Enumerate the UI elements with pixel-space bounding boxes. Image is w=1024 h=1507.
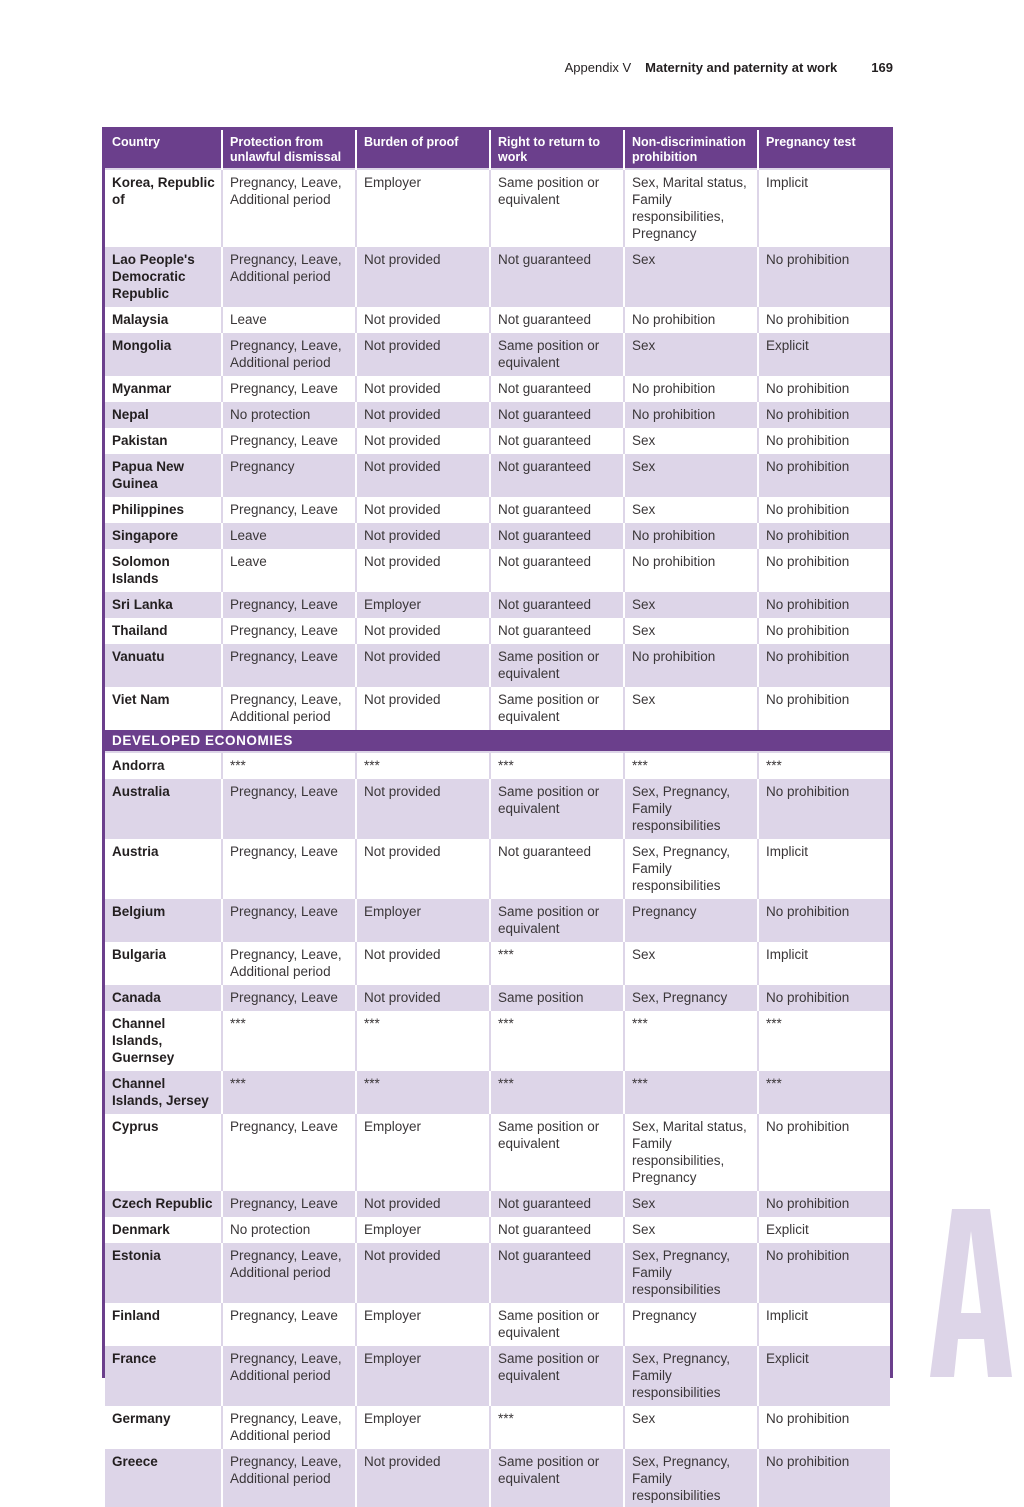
table-cell: *** bbox=[490, 1405, 624, 1448]
table-cell: Not guaranteed bbox=[490, 401, 624, 427]
table-cell: Pregnancy, Leave bbox=[222, 643, 356, 686]
table-cell: *** bbox=[490, 941, 624, 984]
table-cell: Sex bbox=[624, 246, 758, 306]
table-row bbox=[105, 752, 890, 778]
column-header: Right to return to work bbox=[490, 130, 624, 169]
country-cell: Australia bbox=[105, 778, 222, 838]
table-cell: Sex, Pregnancy, Family responsibilities bbox=[624, 1345, 758, 1405]
table-cell: Sex bbox=[624, 453, 758, 496]
table-cell: Employer bbox=[356, 1216, 490, 1242]
appendix-label: Appendix V bbox=[564, 60, 632, 75]
section-developed bbox=[105, 729, 890, 752]
table-row bbox=[105, 591, 890, 617]
table-cell: Same position or equivalent bbox=[490, 643, 624, 686]
table-cell: *** bbox=[624, 1070, 758, 1113]
table-cell: Not provided bbox=[356, 617, 490, 643]
table-cell: Not provided bbox=[356, 548, 490, 591]
country-cell: Lao People's Democratic Republic bbox=[105, 246, 222, 306]
country-cell: Czech Republic bbox=[105, 1190, 222, 1216]
table-cell: Not provided bbox=[356, 1448, 490, 1507]
table-cell: Not provided bbox=[356, 401, 490, 427]
table-cell: No prohibition bbox=[758, 1405, 890, 1448]
table-cell: Sex bbox=[624, 496, 758, 522]
table-cell: Same position bbox=[490, 984, 624, 1010]
country-cell: Finland bbox=[105, 1302, 222, 1345]
country-cell: Myanmar bbox=[105, 375, 222, 401]
table-row bbox=[105, 332, 890, 375]
table-row bbox=[105, 427, 890, 453]
table-cell: Not guaranteed bbox=[490, 496, 624, 522]
table-row bbox=[105, 1070, 890, 1113]
country-cell: France bbox=[105, 1345, 222, 1405]
table-cell: Sex bbox=[624, 591, 758, 617]
table-cell: Pregnancy, Leave bbox=[222, 984, 356, 1010]
table-cell: Pregnancy, Leave, Additional period bbox=[222, 1405, 356, 1448]
table-row bbox=[105, 1405, 890, 1448]
table-cell: Pregnancy, Leave, Additional period bbox=[222, 1448, 356, 1507]
table-cell: Sex, Marital status, Family responsibilities, Pregnancy bbox=[624, 1113, 758, 1190]
table-cell: Pregnancy, Leave bbox=[222, 427, 356, 453]
table-cell: Same position or equivalent bbox=[490, 332, 624, 375]
table-cell: No prohibition bbox=[758, 1448, 890, 1507]
country-cell: Channel Islands, Guernsey bbox=[105, 1010, 222, 1070]
table-cell: Leave bbox=[222, 522, 356, 548]
table-cell: No prohibition bbox=[758, 1190, 890, 1216]
table-cell: Not guaranteed bbox=[490, 246, 624, 306]
section-header-row bbox=[105, 729, 890, 752]
table-cell: Not provided bbox=[356, 427, 490, 453]
table-cell: Employer bbox=[356, 1405, 490, 1448]
table-cell: Not guaranteed bbox=[490, 548, 624, 591]
table-cell: Not guaranteed bbox=[490, 838, 624, 898]
table-cell: Same position or equivalent bbox=[490, 1302, 624, 1345]
table-cell: Not provided bbox=[356, 246, 490, 306]
table-cell: Not guaranteed bbox=[490, 1190, 624, 1216]
country-cell: Cyprus bbox=[105, 1113, 222, 1190]
table-cell: Not provided bbox=[356, 496, 490, 522]
table-cell: Leave bbox=[222, 306, 356, 332]
table-cell: Sex bbox=[624, 617, 758, 643]
country-cell: Philippines bbox=[105, 496, 222, 522]
country-cell: Vanuatu bbox=[105, 643, 222, 686]
table-cell: No prohibition bbox=[758, 1242, 890, 1302]
table-cell: *** bbox=[624, 1010, 758, 1070]
country-cell: Denmark bbox=[105, 1216, 222, 1242]
table-cell: Not provided bbox=[356, 1190, 490, 1216]
table-cell: Leave bbox=[222, 548, 356, 591]
table-cell: No prohibition bbox=[758, 1113, 890, 1190]
table-cell: *** bbox=[758, 1070, 890, 1113]
table-row bbox=[105, 1448, 890, 1507]
table-cell: Same position or equivalent bbox=[490, 898, 624, 941]
table-cell: Employer bbox=[356, 898, 490, 941]
table-cell: Pregnancy, Leave bbox=[222, 617, 356, 643]
column-header: Pregnancy test bbox=[758, 130, 890, 169]
table-row bbox=[105, 617, 890, 643]
table-cell: No prohibition bbox=[758, 617, 890, 643]
table-cell: Pregnancy bbox=[624, 898, 758, 941]
country-cell: Germany bbox=[105, 1405, 222, 1448]
maternity-table-frame bbox=[102, 127, 893, 1503]
country-cell: Sri Lanka bbox=[105, 591, 222, 617]
column-header: Burden of proof bbox=[356, 130, 490, 169]
table-cell: Not guaranteed bbox=[490, 522, 624, 548]
table-row bbox=[105, 1010, 890, 1070]
table-cell: Not guaranteed bbox=[490, 375, 624, 401]
table-row bbox=[105, 548, 890, 591]
table-cell: Sex bbox=[624, 1216, 758, 1242]
country-cell: Korea, Republic of bbox=[105, 169, 222, 246]
column-header: Protection from unlawful dismissal bbox=[222, 130, 356, 169]
table-cell: No prohibition bbox=[624, 375, 758, 401]
country-cell: Estonia bbox=[105, 1242, 222, 1302]
table-cell: Not provided bbox=[356, 375, 490, 401]
table-cell: Pregnancy, Leave bbox=[222, 898, 356, 941]
table-cell: Same position or equivalent bbox=[490, 1448, 624, 1507]
section-label: DEVELOPED ECONOMIES bbox=[105, 729, 890, 752]
table-cell: Not provided bbox=[356, 838, 490, 898]
table-cell: Sex bbox=[624, 332, 758, 375]
table-cell: *** bbox=[624, 752, 758, 778]
country-cell: Pakistan bbox=[105, 427, 222, 453]
table-cell: Employer bbox=[356, 1113, 490, 1190]
table-body-top bbox=[105, 169, 890, 729]
table-cell: Pregnancy, Leave, Additional period bbox=[222, 332, 356, 375]
table-cell: Sex, Pregnancy, Family responsibilities bbox=[624, 778, 758, 838]
table-cell: Pregnancy, Leave bbox=[222, 496, 356, 522]
table-cell: No prohibition bbox=[758, 427, 890, 453]
country-cell: Singapore bbox=[105, 522, 222, 548]
table-cell: Not provided bbox=[356, 643, 490, 686]
table-cell: Sex, Pregnancy bbox=[624, 984, 758, 1010]
table-cell: Employer bbox=[356, 169, 490, 246]
table-row bbox=[105, 246, 890, 306]
country-cell: Nepal bbox=[105, 401, 222, 427]
table-cell: No prohibition bbox=[758, 591, 890, 617]
table-cell: Pregnancy bbox=[624, 1302, 758, 1345]
table-cell: No prohibition bbox=[758, 306, 890, 332]
table-cell: No prohibition bbox=[758, 496, 890, 522]
table-cell: Pregnancy, Leave, Additional period bbox=[222, 246, 356, 306]
table-cell: Pregnancy, Leave bbox=[222, 778, 356, 838]
table-cell: Pregnancy, Leave, Additional period bbox=[222, 686, 356, 729]
table-row bbox=[105, 1345, 890, 1405]
country-cell: Mongolia bbox=[105, 332, 222, 375]
country-cell: Austria bbox=[105, 838, 222, 898]
table-body-developed bbox=[105, 752, 890, 1507]
table-cell: *** bbox=[490, 1070, 624, 1113]
table-cell: Explicit bbox=[758, 1216, 890, 1242]
table-cell: Implicit bbox=[758, 941, 890, 984]
country-cell: Bulgaria bbox=[105, 941, 222, 984]
table-cell: No prohibition bbox=[758, 686, 890, 729]
table-cell: Not guaranteed bbox=[490, 453, 624, 496]
table-row bbox=[105, 1113, 890, 1190]
side-tab-letter-a bbox=[930, 1209, 1012, 1377]
table-cell: Employer bbox=[356, 1302, 490, 1345]
column-header: Country bbox=[105, 130, 222, 169]
column-header: Non-discrimination prohibition bbox=[624, 130, 758, 169]
table-cell: No prohibition bbox=[624, 548, 758, 591]
table-row bbox=[105, 306, 890, 332]
table-row bbox=[105, 686, 890, 729]
table-cell: Sex, Pregnancy, Family responsibilities bbox=[624, 838, 758, 898]
running-head bbox=[565, 60, 893, 75]
table-cell: No prohibition bbox=[624, 522, 758, 548]
table-cell: Not guaranteed bbox=[490, 306, 624, 332]
country-cell: Solomon Islands bbox=[105, 548, 222, 591]
table-row bbox=[105, 1190, 890, 1216]
table-cell: Sex, Pregnancy, Family responsibilities bbox=[624, 1242, 758, 1302]
table-cell: No prohibition bbox=[624, 643, 758, 686]
table-cell: Pregnancy, Leave bbox=[222, 838, 356, 898]
table-cell: Explicit bbox=[758, 332, 890, 375]
table-cell: Not provided bbox=[356, 941, 490, 984]
table-cell: Employer bbox=[356, 591, 490, 617]
table-cell: No prohibition bbox=[758, 453, 890, 496]
table-cell: Pregnancy, Leave, Additional period bbox=[222, 169, 356, 246]
table-cell: Sex, Marital status, Family responsibilities, Pregnancy bbox=[624, 169, 758, 246]
table-cell: *** bbox=[758, 752, 890, 778]
table-cell: Not provided bbox=[356, 453, 490, 496]
table-cell: *** bbox=[356, 1010, 490, 1070]
table-cell: No prohibition bbox=[758, 898, 890, 941]
table-cell: Not provided bbox=[356, 686, 490, 729]
table-row bbox=[105, 1216, 890, 1242]
table-cell: Pregnancy, Leave bbox=[222, 591, 356, 617]
table-cell: Not guaranteed bbox=[490, 591, 624, 617]
page-number: 169 bbox=[871, 60, 893, 75]
table-cell: *** bbox=[490, 1010, 624, 1070]
country-cell: Malaysia bbox=[105, 306, 222, 332]
country-cell: Viet Nam bbox=[105, 686, 222, 729]
table-row bbox=[105, 169, 890, 246]
table-cell: Pregnancy, Leave, Additional period bbox=[222, 1242, 356, 1302]
table-row bbox=[105, 401, 890, 427]
table-cell: Sex bbox=[624, 686, 758, 729]
table-cell: Sex bbox=[624, 941, 758, 984]
table-cell: Implicit bbox=[758, 1302, 890, 1345]
table-cell: No prohibition bbox=[758, 375, 890, 401]
table-cell: Pregnancy, Leave, Additional period bbox=[222, 941, 356, 984]
table-cell: No prohibition bbox=[758, 401, 890, 427]
table-cell: No prohibition bbox=[624, 401, 758, 427]
table-cell: Not provided bbox=[356, 332, 490, 375]
country-cell: Canada bbox=[105, 984, 222, 1010]
country-cell: Andorra bbox=[105, 752, 222, 778]
table-cell: Pregnancy, Leave bbox=[222, 375, 356, 401]
country-cell: Thailand bbox=[105, 617, 222, 643]
table-cell: No prohibition bbox=[758, 522, 890, 548]
table-row bbox=[105, 984, 890, 1010]
table-row bbox=[105, 1242, 890, 1302]
table-cell: *** bbox=[356, 752, 490, 778]
table-cell: *** bbox=[490, 752, 624, 778]
table-cell: No prohibition bbox=[758, 246, 890, 306]
table-cell: Same position or equivalent bbox=[490, 686, 624, 729]
country-cell: Greece bbox=[105, 1448, 222, 1507]
table-cell: Same position or equivalent bbox=[490, 169, 624, 246]
table-cell: Sex bbox=[624, 1405, 758, 1448]
table-cell: Pregnancy, Leave, Additional period bbox=[222, 1345, 356, 1405]
table-cell: *** bbox=[222, 752, 356, 778]
table-cell: Explicit bbox=[758, 1345, 890, 1405]
table-cell: Implicit bbox=[758, 838, 890, 898]
table-cell: Not provided bbox=[356, 1242, 490, 1302]
table-row bbox=[105, 941, 890, 984]
table-cell: No prohibition bbox=[758, 984, 890, 1010]
table-cell: Not provided bbox=[356, 778, 490, 838]
table-header-row bbox=[105, 130, 890, 169]
table-cell: Pregnancy, Leave bbox=[222, 1302, 356, 1345]
table-cell: Not guaranteed bbox=[490, 617, 624, 643]
table-cell: No prohibition bbox=[758, 643, 890, 686]
table-cell: *** bbox=[356, 1070, 490, 1113]
table-cell: No prohibition bbox=[758, 548, 890, 591]
country-cell: Papua New Guinea bbox=[105, 453, 222, 496]
table-cell: Same position or equivalent bbox=[490, 1345, 624, 1405]
table-row bbox=[105, 375, 890, 401]
table-cell: Sex bbox=[624, 1190, 758, 1216]
table-cell: Not provided bbox=[356, 522, 490, 548]
table-cell: *** bbox=[222, 1010, 356, 1070]
table-cell: *** bbox=[222, 1070, 356, 1113]
table-cell: Employer bbox=[356, 1345, 490, 1405]
table-cell: Not guaranteed bbox=[490, 427, 624, 453]
table-cell: Sex, Pregnancy, Family responsibilities bbox=[624, 1448, 758, 1507]
table-cell: Pregnancy, Leave bbox=[222, 1190, 356, 1216]
side-tab-letter-text: A bbox=[971, 1368, 973, 1370]
table-cell: Pregnancy, Leave bbox=[222, 1113, 356, 1190]
table-cell: No prohibition bbox=[624, 306, 758, 332]
table-row bbox=[105, 838, 890, 898]
table-cell: Sex bbox=[624, 427, 758, 453]
chapter-title: Maternity and paternity at work bbox=[645, 60, 838, 75]
table-cell: Not guaranteed bbox=[490, 1216, 624, 1242]
table-cell: Pregnancy bbox=[222, 453, 356, 496]
table-row bbox=[105, 1302, 890, 1345]
maternity-protection-table bbox=[105, 130, 890, 1507]
table-cell: Not guaranteed bbox=[490, 1242, 624, 1302]
table-cell: No protection bbox=[222, 401, 356, 427]
table-cell: No protection bbox=[222, 1216, 356, 1242]
table-row bbox=[105, 898, 890, 941]
table-cell: Same position or equivalent bbox=[490, 1113, 624, 1190]
table-cell: *** bbox=[758, 1010, 890, 1070]
table-row bbox=[105, 522, 890, 548]
table-cell: Same position or equivalent bbox=[490, 778, 624, 838]
table-cell: Not provided bbox=[356, 306, 490, 332]
table-row bbox=[105, 496, 890, 522]
table-cell: Not provided bbox=[356, 984, 490, 1010]
table-row bbox=[105, 778, 890, 838]
table-row bbox=[105, 643, 890, 686]
table-row bbox=[105, 453, 890, 496]
country-cell: Channel Islands, Jersey bbox=[105, 1070, 222, 1113]
table-cell: Implicit bbox=[758, 169, 890, 246]
table-cell: No prohibition bbox=[758, 778, 890, 838]
country-cell: Belgium bbox=[105, 898, 222, 941]
